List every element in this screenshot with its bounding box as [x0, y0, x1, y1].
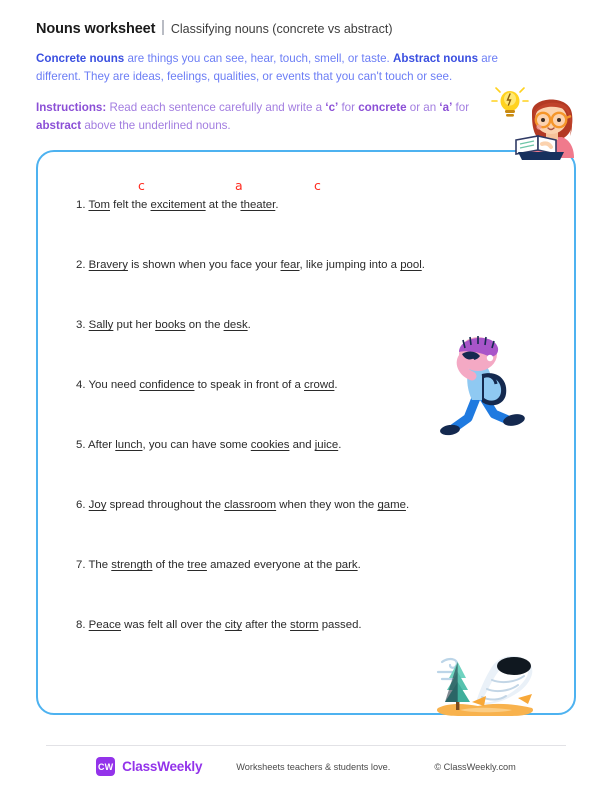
sentence-text: to speak in front of a	[194, 379, 305, 391]
question-item	[76, 438, 546, 498]
question-sentence	[76, 438, 546, 454]
instructions-text-5: above the underlined nouns.	[81, 118, 231, 132]
instructions-text-4: for	[452, 101, 470, 115]
sentence-text: .	[421, 259, 425, 271]
handwritten-answer-mark[interactable]: c	[138, 178, 145, 193]
question-item	[76, 558, 546, 618]
question-number: 1.	[76, 199, 86, 211]
footer-copyright: © ClassWeekly.com	[434, 761, 516, 772]
question-sentence	[76, 618, 546, 634]
student-reading-with-idea-lightbulb-icon	[486, 86, 586, 160]
tornado-storm-with-tree-icon	[432, 646, 544, 720]
sentence-text: The	[85, 559, 112, 571]
question-item	[76, 498, 546, 558]
sentence-text: After	[85, 439, 116, 451]
question-number: 4.	[76, 379, 86, 391]
answer-row[interactable]	[76, 178, 546, 196]
sentence-text: put her	[113, 319, 156, 331]
sentence-text: You need	[85, 379, 140, 391]
underlined-noun: books	[155, 319, 186, 331]
underlined-noun: theater	[240, 199, 276, 211]
question-number: 2.	[76, 259, 86, 271]
sentence-text: .	[247, 319, 251, 331]
definition-text	[36, 50, 536, 85]
definition-term-abstract: Abstract nouns	[392, 52, 479, 65]
underlined-noun: pool	[400, 259, 422, 271]
page-footer	[46, 757, 566, 776]
underlined-noun: desk	[223, 319, 248, 331]
underlined-noun: Peace	[88, 619, 121, 631]
question-sentence	[76, 258, 546, 274]
question-number: 5.	[76, 439, 86, 451]
underlined-noun: park	[335, 559, 358, 571]
underlined-noun: confidence	[139, 379, 195, 391]
instructions-text-3: or an	[406, 101, 440, 115]
page-title-subtitle: Classifying nouns (concrete vs abstract)	[170, 22, 393, 36]
question-number: 7.	[76, 559, 86, 571]
sentence-text: of the	[152, 559, 188, 571]
instructions-word-concrete: concrete	[358, 101, 407, 115]
question-sentence	[76, 198, 546, 214]
sentence-text: passed.	[318, 619, 362, 631]
underlined-noun: storm	[290, 619, 319, 631]
person-walking-with-backpack-icon	[432, 332, 532, 440]
brand-name: ClassWeekly	[122, 759, 203, 774]
footer-divider	[46, 745, 566, 746]
underlined-noun: excitement	[150, 199, 206, 211]
underlined-noun: cookies	[250, 439, 290, 451]
instructions-mark-a: ‘a’	[439, 101, 453, 115]
footer-tagline: Worksheets teachers & students love.	[236, 761, 391, 772]
sentence-text: , like jumping into a	[299, 259, 401, 271]
underlined-noun: Sally	[88, 319, 114, 331]
underlined-noun: classroom	[224, 499, 277, 511]
sentence-text: and	[289, 439, 315, 451]
instructions-word-abstract: abstract	[36, 118, 82, 132]
definition-term-concrete: Concrete nouns	[36, 52, 125, 65]
underlined-noun: strength	[111, 559, 153, 571]
sentence-text: .	[334, 379, 338, 391]
sentence-text: felt the	[110, 199, 151, 211]
underlined-noun: lunch	[115, 439, 143, 451]
question-number: 3.	[76, 319, 86, 331]
instructions-text-1: Read each sentence carefully and write a	[106, 101, 326, 115]
instructions-text-2: for	[338, 101, 359, 115]
sentence-text: spread throughout the	[106, 499, 225, 511]
handwritten-answer-mark[interactable]: a	[235, 178, 243, 193]
question-item	[76, 258, 546, 318]
lightbulb-icon	[492, 88, 528, 117]
sentence-text: at the	[205, 199, 241, 211]
underlined-noun: city	[224, 619, 242, 631]
handwritten-answer-mark[interactable]: c	[314, 178, 321, 193]
sentence-text: amazed everyone at the	[206, 559, 336, 571]
brand-logo	[96, 757, 202, 776]
question-sentence	[76, 498, 546, 514]
underlined-noun: Tom	[88, 199, 110, 211]
underlined-noun: Bravery	[88, 259, 128, 271]
page-title	[36, 18, 576, 37]
question-sentence	[76, 558, 546, 574]
instructions-label: Instructions:	[36, 101, 107, 115]
instructions-mark-c: ‘c’	[325, 101, 339, 115]
underlined-noun: fear	[280, 259, 300, 271]
page-title-main: Nouns worksheet	[36, 21, 156, 37]
sentence-text: is shown when you face your	[127, 259, 281, 271]
underlined-noun: juice	[314, 439, 339, 451]
sentence-text: was felt all over the	[120, 619, 225, 631]
definition-text-1: are things you can see, hear, touch, smell, or taste.	[124, 52, 393, 65]
underlined-noun: tree	[187, 559, 207, 571]
underlined-noun: crowd	[304, 379, 335, 391]
instructions-text	[36, 99, 486, 134]
title-divider	[162, 20, 164, 35]
definition-text-2: are different. They are ideas, feelings, qualities, or events that you can't touch or see.	[36, 52, 498, 83]
underlined-noun: game	[377, 499, 406, 511]
sentence-text: when they won the	[276, 499, 378, 511]
brand-badge-icon: CW	[96, 757, 115, 776]
sentence-text: on the	[185, 319, 224, 331]
question-item	[76, 178, 546, 258]
sentence-text: , you can have some	[142, 439, 251, 451]
pine-tree-icon	[445, 662, 470, 710]
underlined-noun: Joy	[88, 499, 107, 511]
sentence-text: .	[275, 199, 279, 211]
sentence-text: .	[357, 559, 361, 571]
sentence-text: after the	[241, 619, 291, 631]
question-number: 8.	[76, 619, 86, 631]
sentence-text: .	[338, 439, 342, 451]
sentence-text: .	[405, 499, 410, 511]
question-number: 6.	[76, 499, 86, 511]
